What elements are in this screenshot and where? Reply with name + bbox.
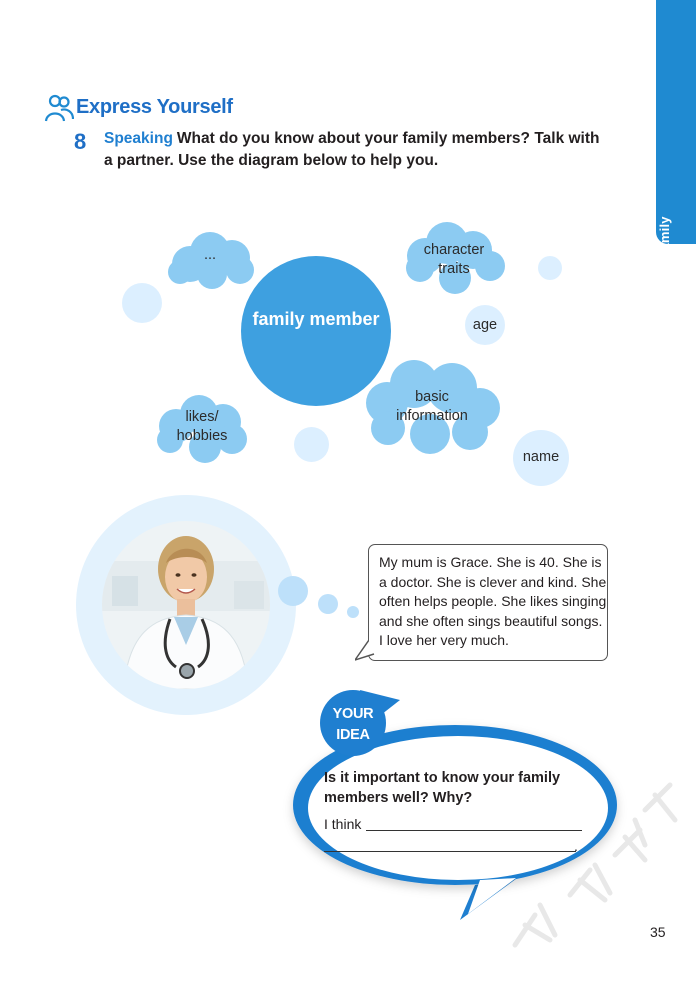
decorative-dot	[294, 427, 329, 462]
idea-question: Is it important to know your family members well? Why?	[324, 770, 561, 806]
speech-tail	[355, 640, 375, 662]
idea-prompt: I think	[324, 816, 362, 832]
doctor-photo	[102, 521, 270, 689]
decorative-dot	[538, 256, 562, 280]
task-text: What do you know about your family members? Talk with a partner. Use the diagram below to help you.	[104, 130, 600, 169]
thought-dot	[347, 606, 359, 618]
end-punctuation: .	[574, 838, 578, 854]
thought-dot	[318, 594, 338, 614]
cloud-label-character-traits: character traits	[423, 242, 485, 277]
name-label: name	[522, 449, 560, 465]
age-label: age	[472, 317, 498, 333]
cloud-label-ellipsis: ...	[203, 247, 217, 263]
section-title: Express Yourself	[76, 96, 233, 118]
cloud-label-basic-information: basic information	[396, 389, 468, 424]
your-idea-badge: YOUR IDEA	[332, 706, 374, 743]
example-text: My mum is Grace. She is 40. She is a doctor. She is clever and kind. She often helps people. She likes singing and she often sings beautiful songs. I love her very much.	[379, 554, 607, 648]
unit-side-tab-label: Unit 1Family	[657, 216, 672, 308]
thought-dot	[278, 576, 308, 606]
center-label: family member	[252, 309, 380, 329]
page-number: 35	[650, 924, 666, 940]
task-number: 8	[74, 129, 87, 154]
cloud-label-likes-hobbies: likes/ hobbies	[176, 409, 228, 444]
task-label: Speaking	[104, 130, 173, 147]
decorative-dot	[122, 283, 162, 323]
center-circle	[241, 256, 391, 406]
